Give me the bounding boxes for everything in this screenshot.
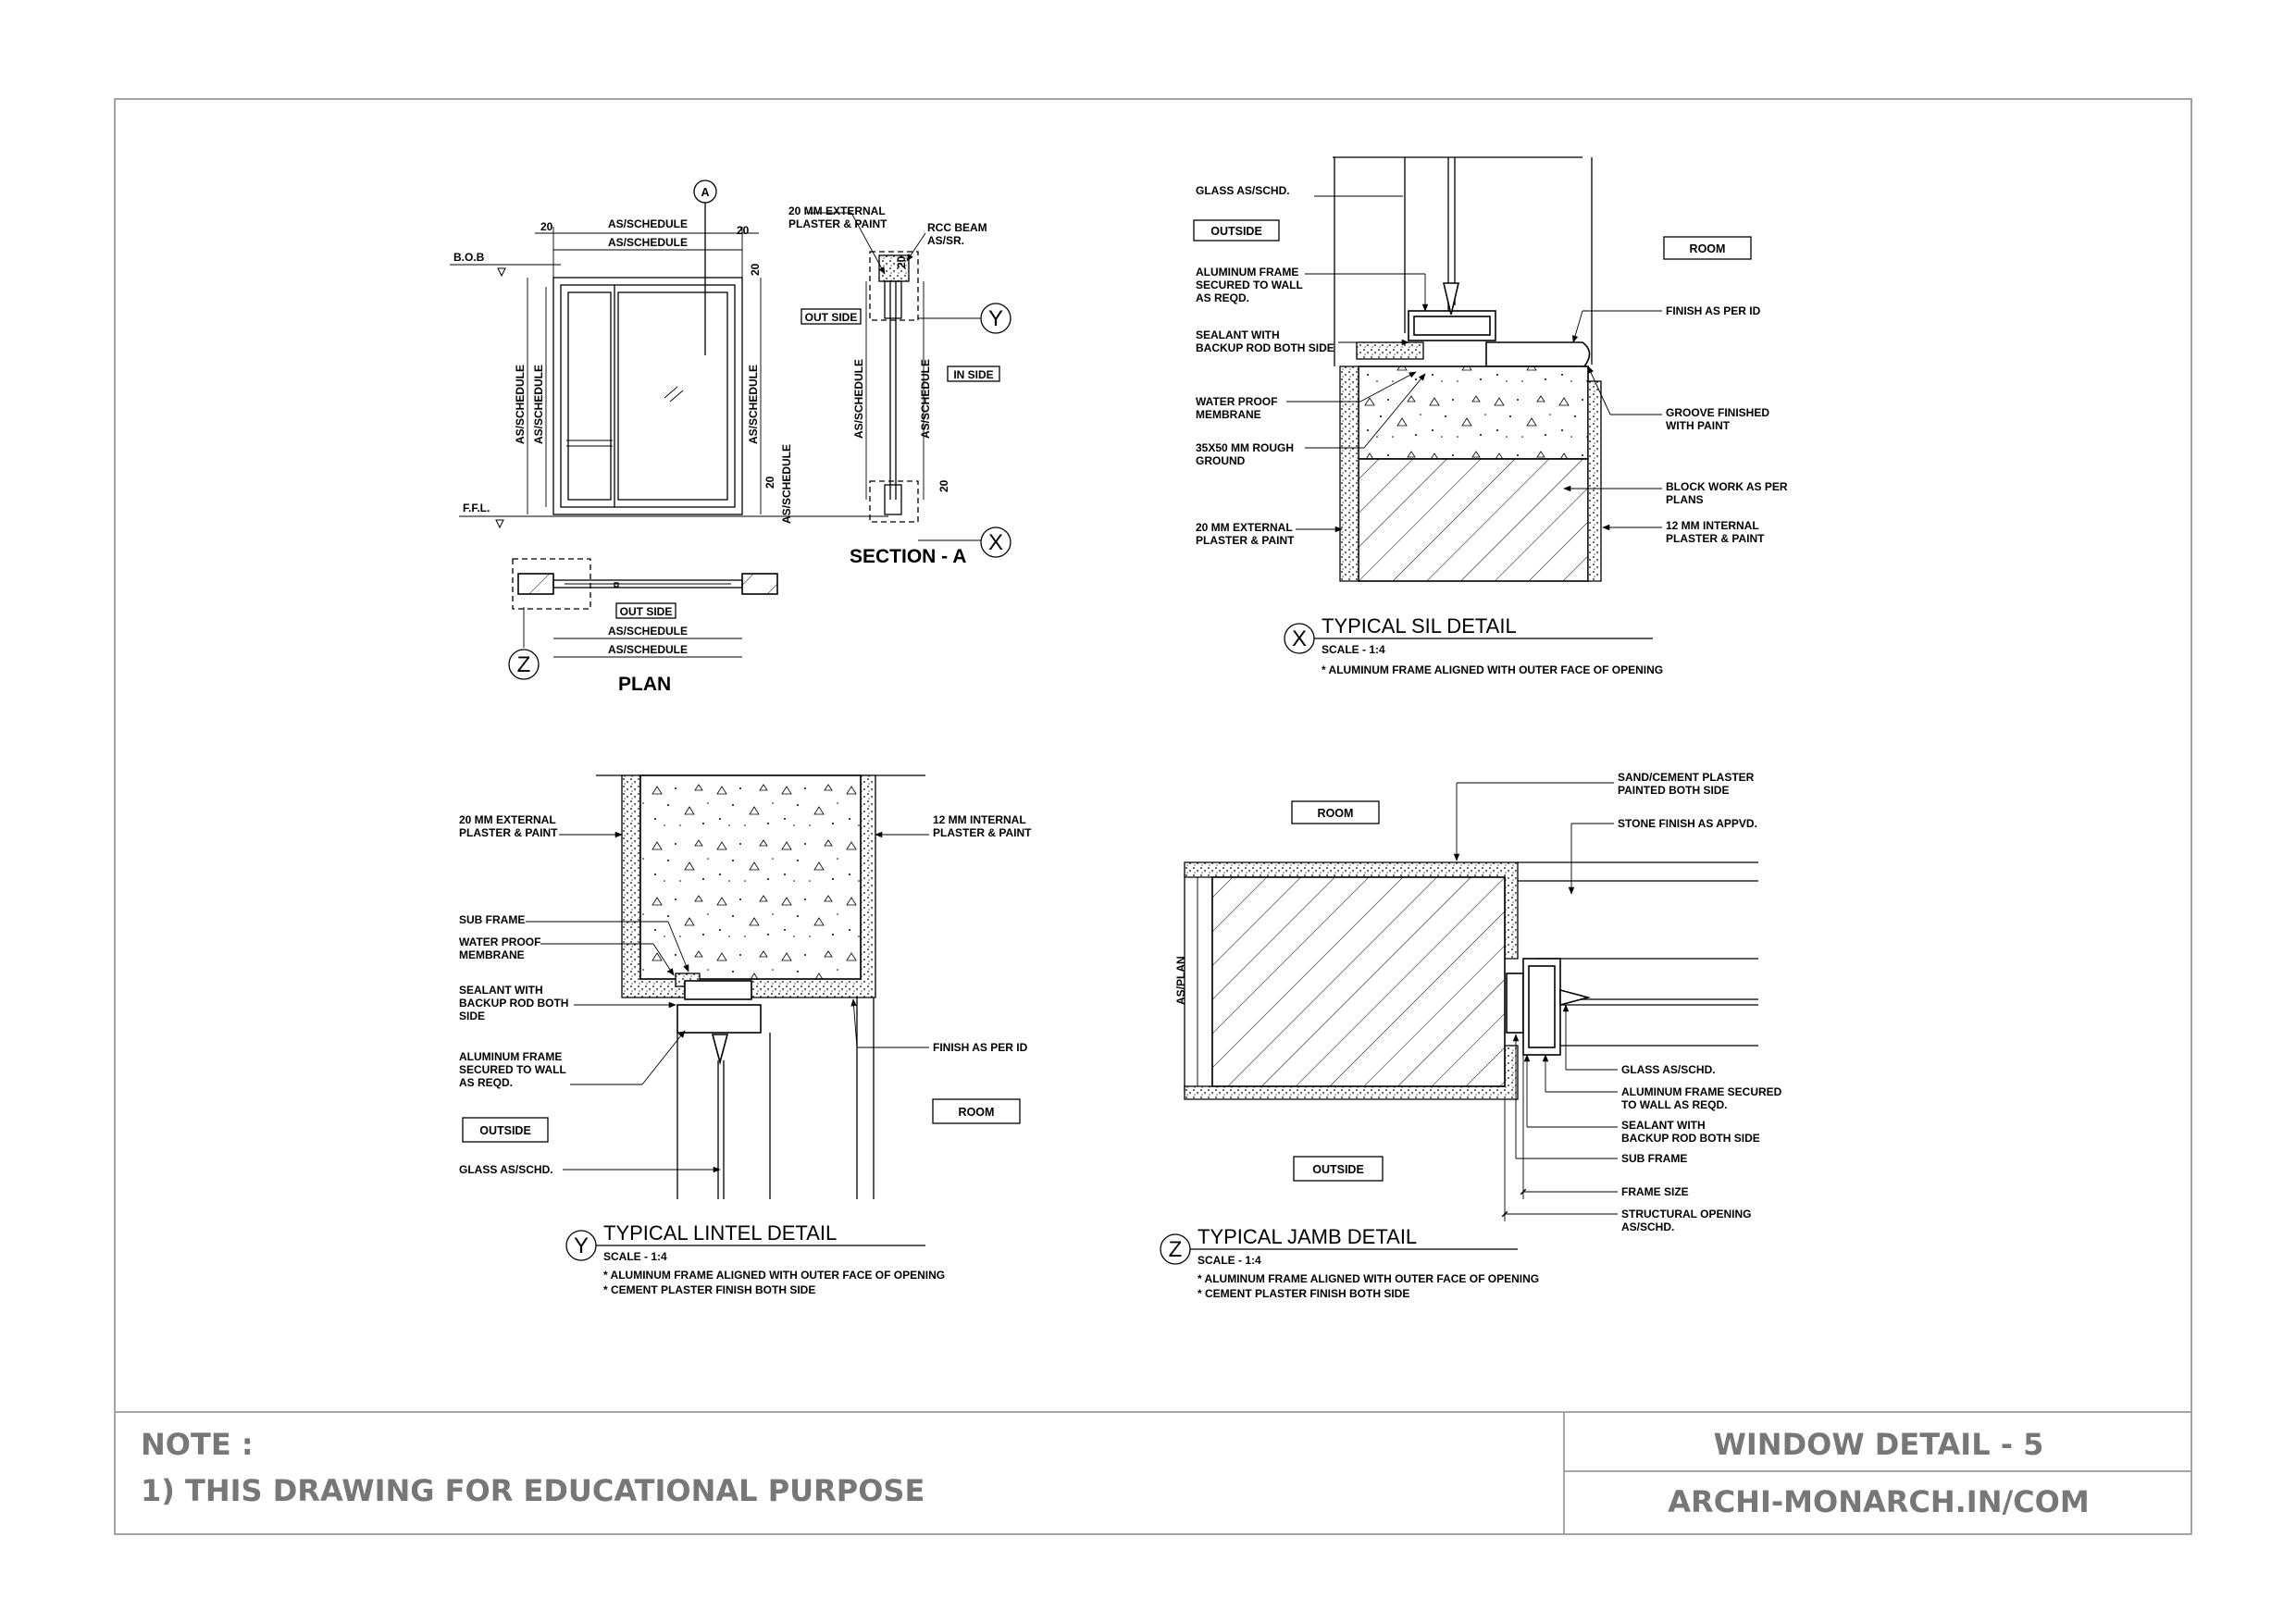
jamb-seal-1: SEALANT WITH: [1621, 1119, 1706, 1132]
section-label-plaster-2: PLASTER & PAINT: [788, 217, 887, 230]
bob-label: B.O.B: [453, 251, 485, 264]
lintel-wp-2: MEMBRANE: [459, 948, 525, 961]
glass-mark: [664, 387, 677, 398]
jamb-sand-2: PAINTED BOTH SIDE: [1618, 784, 1730, 797]
lintel-scale: SCALE - 1:4: [603, 1250, 667, 1263]
section-detail-x-box: [870, 481, 918, 522]
jamb-detail: [1160, 771, 1782, 1300]
lintel-outside: OUTSIDE: [479, 1124, 531, 1137]
jamb-sand-1: SAND/CEMENT PLASTER: [1618, 771, 1755, 784]
dim-20-right: 20: [737, 224, 750, 237]
sill-seal-1: SEALANT WITH: [1196, 328, 1280, 341]
sheet-title: WINDOW DETAIL - 5: [1713, 1427, 2044, 1462]
sill-wp-1: WATER PROOF: [1196, 395, 1278, 408]
sill-block-2: PLANS: [1666, 493, 1704, 506]
jamb-stone: STONE FINISH AS APPVD.: [1618, 817, 1757, 830]
jamb-struct-1: STRUCTURAL OPENING: [1621, 1208, 1752, 1220]
glass-mark-2: [670, 390, 683, 402]
elevation-sliding-pane: [618, 292, 727, 500]
ffl-label: F.F.L.: [463, 502, 490, 514]
sill-sub-frame: [1357, 342, 1423, 359]
section-20-top: 20: [895, 255, 908, 268]
sill-alu-3: AS REQD.: [1196, 291, 1250, 304]
section-label-plaster: 20 MM EXTERNAL: [788, 204, 886, 217]
lintel-int-1: 12 MM INTERNAL: [933, 813, 1026, 826]
sill-bubble-label: X: [1291, 626, 1308, 651]
bubble-z-label: Z: [516, 652, 531, 677]
sill-rough-1: 35X50 MM ROUGH: [1196, 441, 1295, 454]
sill-outside: OUTSIDE: [1210, 225, 1262, 238]
lintel-seal-3: SIDE: [459, 1010, 486, 1022]
jamb-sub-frame: [1507, 973, 1523, 1033]
sill-finish: FINISH AS PER ID: [1666, 304, 1761, 317]
lintel-ext-1: 20 MM EXTERNAL: [459, 813, 556, 826]
elevation-fixed-pane: [568, 292, 611, 500]
lintel-sub: SUB FRAME: [459, 913, 526, 926]
jamb-alu-frame-inner: [1529, 966, 1555, 1047]
sill-ext-plaster: [1340, 366, 1359, 581]
elevation-outer-frame: [553, 278, 742, 514]
sill-room: ROOM: [1689, 242, 1726, 255]
jamb-title: TYPICAL JAMB DETAIL: [1198, 1225, 1418, 1248]
jamb-alu-2: TO WALL AS REQD.: [1621, 1098, 1728, 1111]
jamb-note-2: * CEMENT PLASTER FINISH BOTH SIDE: [1198, 1287, 1410, 1300]
sill-block-work: [1359, 459, 1588, 581]
lintel-alu-frame: [685, 981, 751, 999]
jamb-struct-2: AS/SCHD.: [1621, 1220, 1675, 1233]
jamb-sub: SUB FRAME: [1621, 1152, 1688, 1165]
sheet-border: [115, 99, 2191, 1534]
sill-rough-2: GROUND: [1196, 454, 1246, 467]
dim-20-left: 20: [540, 220, 553, 233]
section-20-bottom: 20: [937, 479, 950, 492]
plan-out-side: OUT SIDE: [619, 605, 673, 618]
dim-20-top: 20: [749, 263, 762, 276]
jamb-bubble-label: Z: [1168, 1237, 1183, 1262]
jamb-room: ROOM: [1317, 807, 1354, 820]
lintel-concrete: [640, 775, 861, 979]
lintel-note-2: * CEMENT PLASTER FINISH BOTH SIDE: [603, 1283, 816, 1296]
dim-height-inner: AS/SCHEDULE: [532, 364, 545, 444]
sill-ext-1: 20 MM EXTERNAL: [1196, 521, 1293, 534]
sill-finish-leader-2: [1573, 311, 1582, 342]
jamb-as-plan: AS/PLAN: [1174, 956, 1187, 1005]
dim-width-inner: AS/SCHEDULE: [607, 236, 689, 249]
lintel-alu-2: SECURED TO WALL: [459, 1063, 566, 1076]
section-in-side: IN SIDE: [953, 368, 994, 381]
sill-alu-1: ALUMINUM FRAME: [1196, 266, 1299, 279]
sill-note: * ALUMINUM FRAME ALIGNED WITH OUTER FACE OF OPENING: [1322, 663, 1664, 676]
plan-mullion: [614, 583, 618, 587]
lintel-glass: GLASS AS/SCHD.: [459, 1163, 553, 1176]
jamb-outside: OUTSIDE: [1312, 1163, 1364, 1176]
website-label: ARCHI-MONARCH.IN/COM: [1668, 1484, 2090, 1519]
sill-detail: [1194, 157, 1788, 676]
bubble-a-label: A: [701, 186, 710, 199]
dim-width-outer: AS/SCHEDULE: [607, 217, 689, 230]
dim-height-outer: AS/SCHEDULE: [514, 364, 527, 444]
leader-rcc: [907, 233, 925, 261]
jamb-block-work: [1212, 877, 1505, 1086]
bubble-y-label: Y: [987, 306, 1004, 331]
section-label-rcc-2: AS/SR.: [927, 234, 965, 247]
lintel-alu-leader-2: [642, 1031, 685, 1084]
sill-groove-1: GROOVE FINISHED: [1666, 406, 1770, 419]
bubble-x-label: X: [987, 530, 1004, 555]
plan-dim-1-label: AS/SCHEDULE: [607, 625, 689, 638]
sill-ext-2: PLASTER & PAINT: [1196, 534, 1295, 547]
sill-title: TYPICAL SIL DETAIL: [1322, 614, 1517, 638]
lintel-bubble-label: Y: [573, 1233, 590, 1258]
lintel-wp-1: WATER PROOF: [459, 935, 541, 948]
jamb-glass: GLASS AS/SCHD.: [1621, 1063, 1716, 1076]
jamb-seal-2: BACKUP ROD BOTH SIDE: [1621, 1132, 1760, 1145]
jamb-glazing-bead: [1560, 990, 1588, 1005]
jamb-frame-size: FRAME SIZE: [1621, 1185, 1689, 1198]
sill-int-plaster: [1588, 381, 1601, 581]
lintel-room: ROOM: [958, 1106, 995, 1119]
window-plan: [509, 559, 777, 695]
section-sill-frame: [885, 485, 901, 514]
sill-wp-2: MEMBRANE: [1196, 408, 1261, 421]
lintel-finish: FINISH AS PER ID: [933, 1041, 1028, 1054]
dim-height-right-small: AS/SCHEDULE: [780, 443, 793, 524]
section-head-frame: [885, 281, 901, 318]
plan-dim-2-label: AS/SCHEDULE: [607, 643, 689, 656]
plan-wall-left: [518, 574, 553, 594]
note-line: 1) THIS DRAWING FOR EDUCATIONAL PURPOSE: [141, 1473, 925, 1508]
jamb-alu-1: ALUMINUM FRAME SECURED: [1621, 1085, 1782, 1098]
plan-wall-right: [742, 574, 777, 594]
lintel-note-1: * ALUMINUM FRAME ALIGNED WITH OUTER FACE OF OPENING: [603, 1269, 946, 1282]
plan-title: PLAN: [618, 674, 672, 695]
sill-groove-2: WITH PAINT: [1666, 419, 1731, 432]
section-title: SECTION - A: [850, 546, 967, 567]
section-a: [788, 204, 1011, 567]
bob-marker: [498, 268, 505, 276]
dim-height-right: AS/SCHEDULE: [747, 364, 760, 444]
sill-int-2: PLASTER & PAINT: [1666, 532, 1765, 545]
section-height-a: AS/SCHEDULE: [852, 358, 865, 439]
lintel-alu-frame-2: [677, 1005, 761, 1033]
sill-int-1: 12 MM INTERNAL: [1666, 519, 1759, 532]
ffl-marker: [496, 520, 503, 527]
lintel-seal-1: SEALANT WITH: [459, 984, 543, 997]
lintel-detail: [459, 775, 1032, 1296]
dim-20-bottom: 20: [763, 476, 776, 489]
lintel-int-2: PLASTER & PAINT: [933, 826, 1032, 839]
note-heading: NOTE :: [141, 1427, 254, 1462]
window-elevation: [450, 180, 888, 527]
section-label-rcc: RCC BEAM: [927, 221, 987, 234]
sill-block-1: BLOCK WORK AS PER: [1666, 480, 1788, 493]
sill-glass: GLASS AS/SCHD.: [1196, 184, 1290, 197]
sill-alu-2: SECURED TO WALL: [1196, 279, 1303, 291]
lintel-glazing-bead: [713, 1035, 727, 1062]
sill-stone-finish: [1486, 342, 1590, 366]
lintel-ext-2: PLASTER & PAINT: [459, 826, 558, 839]
lintel-seal-2: BACKUP ROD BOTH: [459, 997, 569, 1010]
section-out-side: OUT SIDE: [804, 311, 858, 324]
sill-scale: SCALE - 1:4: [1322, 643, 1385, 656]
jamb-note-1: * ALUMINUM FRAME ALIGNED WITH OUTER FACE OF OPENING: [1198, 1272, 1540, 1285]
elevation-inner-frame: [561, 285, 735, 507]
lintel-alu-3: AS REQD.: [459, 1076, 514, 1089]
lintel-alu-1: ALUMINUM FRAME: [459, 1050, 563, 1063]
section-height-b: AS/SCHEDULE: [919, 358, 932, 439]
sill-glazing-bead: [1444, 283, 1458, 315]
lintel-title: TYPICAL LINTEL DETAIL: [603, 1221, 838, 1245]
sill-alu-frame-inner: [1414, 316, 1490, 335]
jamb-scale: SCALE - 1:4: [1198, 1254, 1261, 1267]
sill-seal-2: BACKUP ROD BOTH SIDE: [1196, 341, 1334, 354]
